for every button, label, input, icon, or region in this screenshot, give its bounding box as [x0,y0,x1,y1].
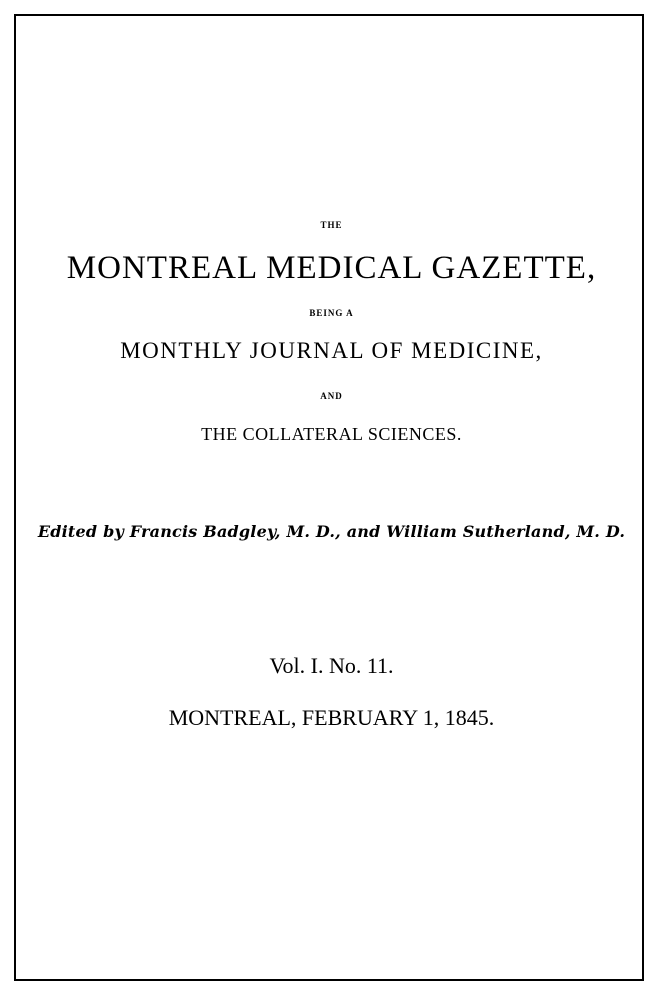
editors-line: Edited by Francis Badgley, M. D., and William Sutherland, M. D. [37,522,626,541]
journal-subtitle: MONTHLY JOURNAL OF MEDICINE, [120,338,543,363]
dateline: MONTREAL, FEBRUARY 1, 1845. [168,705,495,730]
volume-number: Vol. I. No. 11. [269,653,394,678]
and-label: AND [320,391,343,401]
collateral-sciences-line: THE COLLATERAL SCIENCES. [201,424,462,444]
journal-title: MONTREAL MEDICAL GAZETTE, [66,250,597,286]
page-border [14,14,644,981]
being-a-label: BEING A [309,308,354,318]
masthead-the: THE [320,220,343,230]
